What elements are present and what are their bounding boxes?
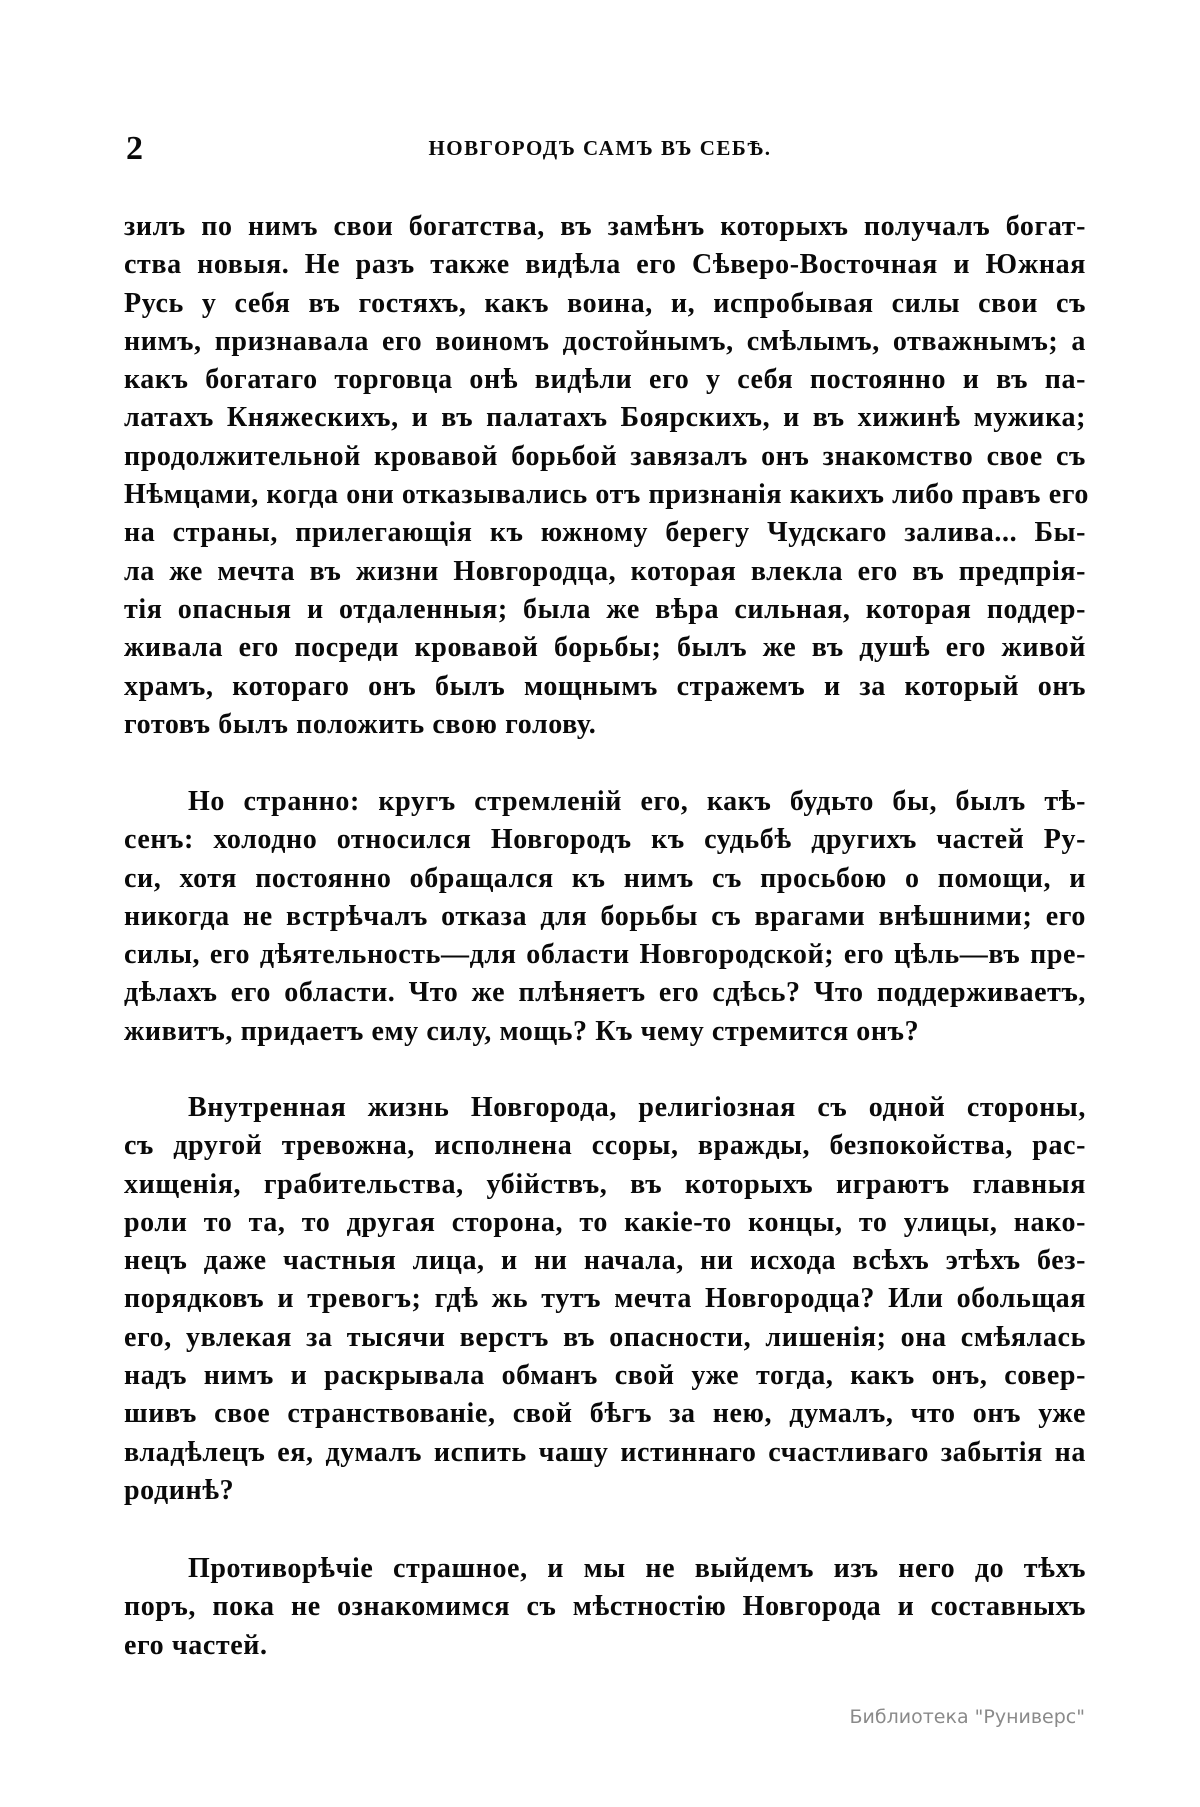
text-line: дѣлахъ его области. Что же плѣняетъ его сдѣсь? Что поддерживаетъ, <box>124 977 1086 1009</box>
text-line: ла же мечта въ жизни Новгородца, которая влекла его въ предпрія- <box>124 555 1086 587</box>
text-line: живитъ, придаетъ ему силу, мощь? Къ чему стремится онъ? <box>124 1015 920 1047</box>
text-line: какъ богатаго торговца онѣ видѣли его у себя постоянно и въ па- <box>124 364 1086 396</box>
paragraph-3 <box>124 1089 1086 1510</box>
text-line: Русь у себя въ гостяхъ, какъ воина, и, испробывая силы свои съ <box>124 287 1086 319</box>
text-line: сенъ: холодно относился Новгородъ къ судьбѣ другихъ частей Ру- <box>124 824 1086 856</box>
text-line: зилъ по нимъ свои богатства, въ замѣнъ которыхъ получалъ богат- <box>124 211 1086 242</box>
text-line: готовъ былъ положить свою голову. <box>124 708 597 740</box>
text-line: роли то та, то другая сторона, то какіе-то концы, то улицы, нако- <box>124 1206 1086 1238</box>
paragraph-2 <box>124 783 1086 1051</box>
running-title: НОВГОРОДЪ САМЪ ВЪ СЕБѢ. <box>428 136 772 160</box>
text-line: его, увлекая за тысячи верстъ въ опасности, лишенія; она смѣялась <box>124 1321 1086 1353</box>
page-number: 2 <box>126 130 143 167</box>
text-line: на страны, прилегающія къ южному берегу Чудскаго залива... Бы- <box>124 517 1086 549</box>
text-line: ства новыя. Не разъ также видѣла его Сѣверо-Восточная и Южная <box>124 249 1086 281</box>
text-line: си, хотя постоянно обращался къ нимъ съ просьбою о помощи, и <box>124 862 1086 894</box>
text-line: надъ нимъ и раскрывала обманъ свой уже тогда, какъ онъ, совер- <box>124 1360 1086 1392</box>
text-line: поръ, пока не ознакомимся съ мѣстностію Новгорода и составныхъ <box>124 1591 1086 1623</box>
text-line: Внутренная жизнь Новгорода, религіозная съ одной стороны, <box>188 1092 1086 1123</box>
text-line: его частей. <box>124 1629 268 1661</box>
text-line: порядковъ и тревогъ; гдѣ жь тутъ мечта Новгородца? Или обольщая <box>124 1283 1086 1315</box>
text-line: шивъ свое странствованіе, свой бѣгъ за нею, думалъ, что онъ уже <box>124 1398 1086 1430</box>
text-line: хищенія, грабительства, убійствъ, въ которыхъ играютъ главныя <box>124 1168 1086 1200</box>
text-line: храмъ, котораго онъ былъ мощнымъ стражемъ и за который онъ <box>124 670 1086 702</box>
text-line: силы, его дѣятельность—для области Новгородской; его цѣль—въ пре- <box>124 939 1086 971</box>
library-watermark: Библиотека "Руниверс" <box>849 1706 1085 1728</box>
paragraph-1 <box>124 208 1089 744</box>
text-line: нецъ даже частныя лица, и ни начала, ни исхода всѣхъ этѣхъ без- <box>124 1245 1086 1277</box>
text-line: Но странно: кругъ стремленій его, какъ будьто бы, былъ тѣ- <box>188 786 1086 817</box>
text-line: никогда не встрѣчалъ отказа для борьбы съ врагами внѣшними; его <box>124 900 1086 932</box>
text-line: живала его посреди кровавой борьбы; былъ же въ душѣ его живой <box>124 632 1086 664</box>
text-line: латахъ Княжескихъ, и въ палатахъ Боярскихъ, и въ хижинѣ мужика; <box>124 402 1086 434</box>
text-line: родинѣ? <box>124 1474 235 1506</box>
text-line: владѣлецъ ея, думалъ испить чашу истиннаго счастливаго забытія на <box>124 1436 1086 1468</box>
paragraph-4 <box>124 1550 1086 1665</box>
text-line: Противорѣчіе страшное, и мы не выйдемъ изъ него до тѣхъ <box>188 1553 1086 1584</box>
text-line: продолжительной кровавой борьбой завязалъ онъ знакомство свое съ <box>124 440 1086 472</box>
text-line: тія опасныя и отдаленныя; была же вѣра сильная, которая поддер- <box>124 593 1086 625</box>
text-line: нимъ, признавала его воиномъ достойнымъ, смѣлымъ, отважнымъ; а <box>124 325 1086 357</box>
text-line: съ другой тревожна, исполнена ссоры, вражды, безпокойства, рас- <box>124 1130 1086 1162</box>
text-line: Нѣмцами, когда они отказывались отъ признанія какихъ либо правъ его <box>124 479 1089 511</box>
